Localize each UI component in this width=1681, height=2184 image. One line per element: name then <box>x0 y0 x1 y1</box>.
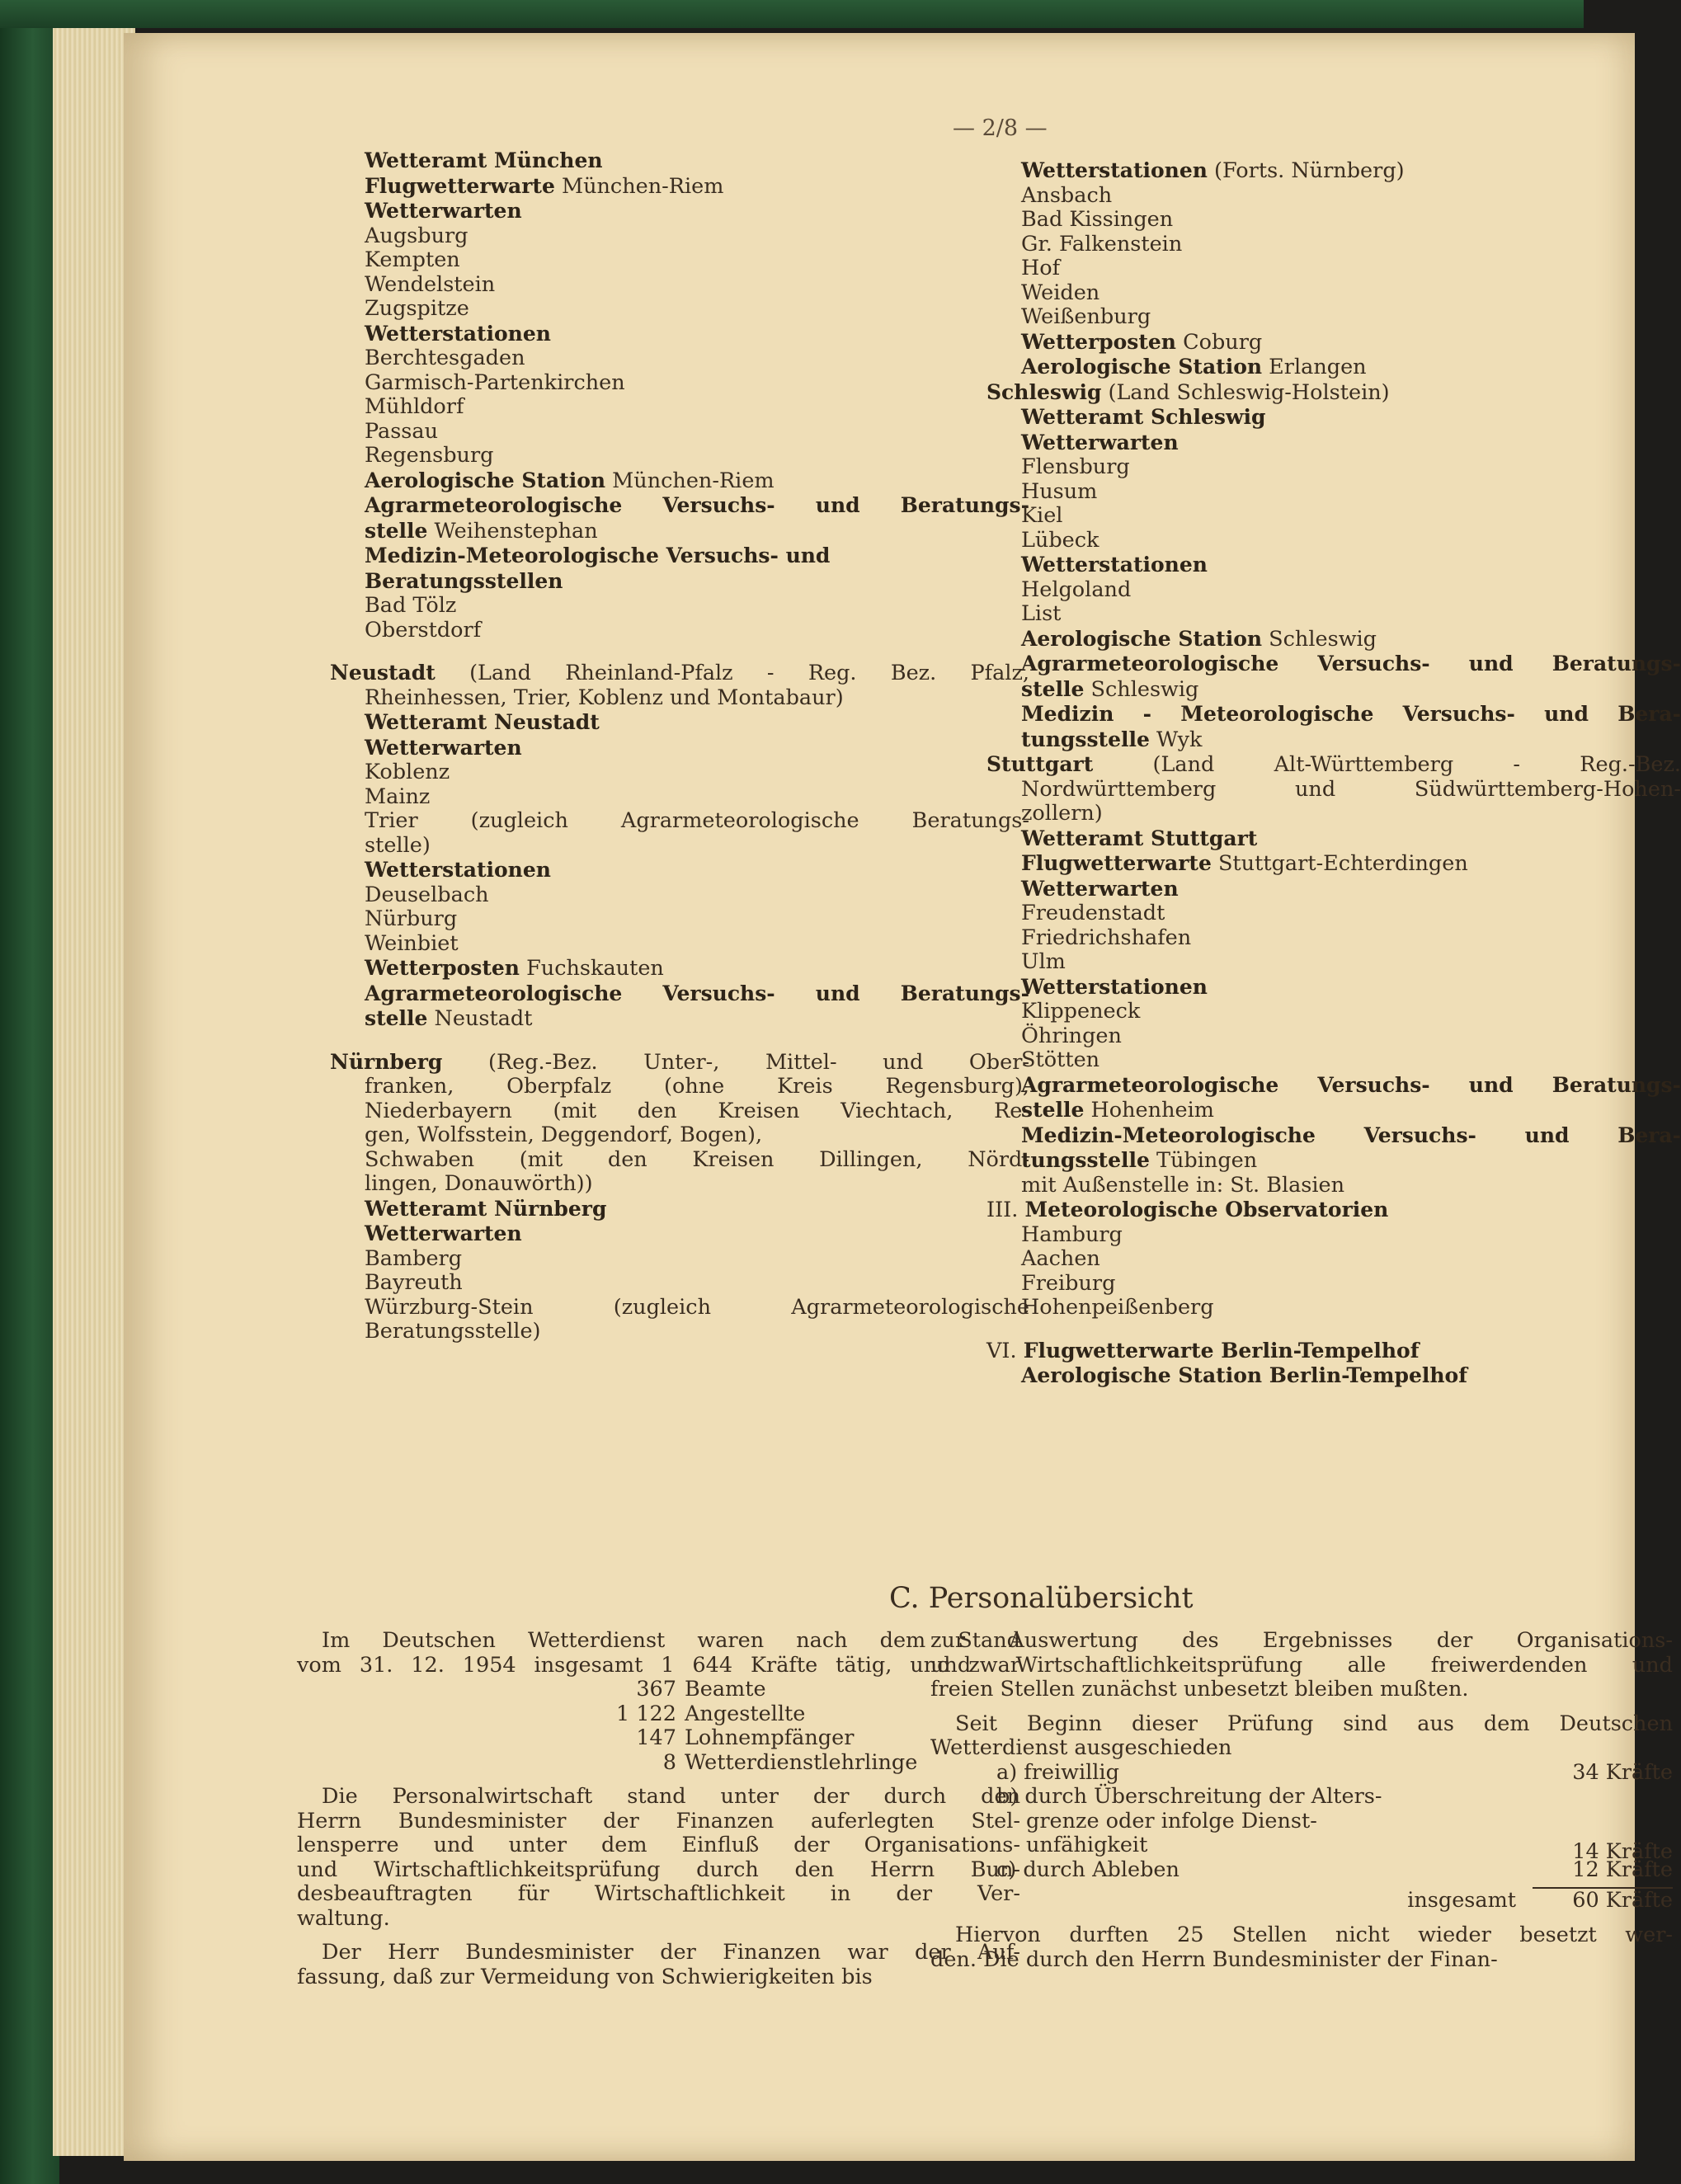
list-line <box>330 907 1029 932</box>
bold-heading: Medizin - Meteorologische Versuchs- und Bera- <box>1021 702 1681 726</box>
list-line <box>986 1174 1681 1198</box>
line-text: Regensburg <box>365 443 494 468</box>
bold-heading: Wetteramt München <box>365 148 603 172</box>
departure-label: c) durch Ableben <box>996 1857 1180 1882</box>
bold-heading: Wetterposten <box>365 956 520 980</box>
list-line <box>330 569 1029 595</box>
line-text: Neustadt <box>427 1006 533 1031</box>
list-line <box>986 727 1681 753</box>
list-line <box>986 355 1681 380</box>
bold-heading: tungsstelle <box>1021 1148 1150 1172</box>
personnel-paragraph <box>930 1923 1673 1972</box>
list-line <box>330 1296 1029 1320</box>
list-line <box>986 1073 1681 1099</box>
list-line <box>986 1000 1681 1024</box>
departure-label: unfähigkeit <box>1026 1833 1148 1857</box>
list-line <box>330 1050 1029 1076</box>
list-line <box>330 420 1029 445</box>
line-text: (Land Rheinland-Pfalz - Reg. Bez. Pfalz, <box>435 661 1029 685</box>
bold-heading: Neustadt <box>330 661 436 685</box>
bold-heading: Agrarmeteorologische Versuchs- und Beratungs- <box>1021 1072 1681 1097</box>
line-text: Tübingen <box>1149 1148 1258 1173</box>
line-text: Öhringen <box>1021 1023 1122 1048</box>
text-line: Seit Beginn dieser Prüfung sind aus dem Deutschen <box>955 1711 1673 1736</box>
bold-heading: Flugwetterwarte <box>365 173 555 198</box>
list-line <box>330 199 1029 224</box>
departure-value: 34 Kräfte <box>1572 1759 1673 1785</box>
list-line <box>986 1024 1681 1049</box>
line-text: VI. <box>986 1338 1024 1363</box>
staff-count: 147 <box>636 1725 676 1750</box>
staff-count: 8 <box>662 1749 676 1775</box>
bold-heading: Wetterstationen <box>365 858 551 882</box>
line-text: Berchtesgaden <box>365 346 525 370</box>
list-line <box>986 652 1681 677</box>
line-text: Freiburg <box>1021 1270 1116 1296</box>
line-text: Würzburg-Stein (zugleich Agrarmeteorologische <box>365 1294 1029 1320</box>
line-text: Koblenz <box>365 760 450 784</box>
bold-heading: Agrarmeteorologische Versuchs- und Beratungs- <box>365 493 1029 517</box>
line-text: Rheinhessen, Trier, Koblenz und Montabaur) <box>365 685 844 710</box>
line-text: Schwaben (mit den Kreisen Dillingen, Nörd- <box>365 1146 1029 1172</box>
text-line: lensperre und unter dem Einfluß der Organisations- <box>297 1833 1020 1857</box>
bold-heading: Flugwetterwarte Berlin-Tempelhof <box>1023 1338 1420 1363</box>
personnel-left-column <box>297 1629 1020 1989</box>
list-line <box>330 346 1029 371</box>
line-text: München-Riem <box>605 468 775 493</box>
text-line: zur Auswertung des Ergebnisses der Organisations- <box>930 1628 1673 1653</box>
list-line <box>986 257 1681 281</box>
bold-heading: stelle <box>365 518 428 543</box>
list-line <box>986 677 1681 703</box>
bold-heading: Wetterwarten <box>365 735 522 760</box>
line-text: Hohenpeißenberg <box>1021 1295 1214 1320</box>
line-text: Schleswig <box>1262 626 1377 652</box>
line-text: Ulm <box>1021 949 1066 974</box>
personnel-right-column <box>930 1629 1673 1972</box>
list-line <box>986 802 1681 826</box>
list-line <box>986 975 1681 1000</box>
line-text: franken, Oberpfalz (ohne Kreis Regensburg), <box>365 1074 1029 1099</box>
list-line <box>986 529 1681 553</box>
list-line <box>330 981 1029 1007</box>
line-text: stelle) <box>365 832 431 858</box>
bold-heading: Flugwetterwarte <box>1021 851 1212 875</box>
list-line <box>986 553 1681 578</box>
list-line <box>986 702 1681 727</box>
bold-heading: Wetteramt Nürnberg <box>365 1196 607 1221</box>
staff-label: Beamte <box>685 1677 766 1702</box>
page-edges <box>53 28 135 2156</box>
list-line <box>986 851 1681 877</box>
list-line <box>330 1123 1029 1148</box>
staff-count: 367 <box>636 1677 676 1702</box>
line-text: Kempten <box>365 247 460 272</box>
list-line <box>986 431 1681 456</box>
departure-value: 12 Kräfte <box>1572 1857 1673 1882</box>
line-text: zollern) <box>1021 801 1103 826</box>
text-line: Herrn Bundesminister der Finanzen auferlegten Stel- <box>297 1808 1020 1833</box>
list-line <box>986 778 1681 803</box>
list-line <box>330 322 1029 347</box>
bold-heading: Wetteramt Schleswig <box>1021 405 1266 429</box>
line-text: Fuchskauten <box>519 956 664 981</box>
page-number: — 2/8 — <box>953 115 1048 141</box>
line-text: Niederbayern (mit den Kreisen Viechtach, Re- <box>365 1098 1029 1123</box>
bold-heading: Medizin-Meteorologische Versuchs- und Bera- <box>1021 1123 1681 1147</box>
staff-label: Wetterdienstlehrlinge <box>685 1749 918 1775</box>
bold-heading: Wetterwarten <box>1021 430 1179 454</box>
bold-heading: Wetteramt Stuttgart <box>1021 826 1258 850</box>
list-line <box>330 932 1029 957</box>
list-line <box>986 405 1681 431</box>
departure-row <box>996 1833 1673 1864</box>
bold-heading: Wetterwarten <box>365 199 522 223</box>
bold-heading: stelle <box>1021 676 1085 701</box>
departure-row <box>996 1785 1673 1810</box>
departure-label: b) durch Überschreitung der Alters- <box>996 1784 1382 1809</box>
line-text: Beratungsstelle) <box>365 1319 541 1344</box>
bold-heading: Agrarmeteorologische Versuchs- und Beratungs- <box>1021 652 1681 675</box>
line-text: Ansbach <box>1021 182 1113 208</box>
list-line <box>330 273 1029 298</box>
line-text: (Land Schleswig-Holstein) <box>1101 379 1390 405</box>
staff-label: Angestellte <box>685 1701 806 1726</box>
personnel-paragraph <box>297 1785 1020 1931</box>
list-line <box>986 455 1681 480</box>
list-line <box>330 224 1029 249</box>
departure-label: a) freiwillig <box>996 1759 1119 1785</box>
staff-breakdown <box>297 1678 1020 1775</box>
list-line <box>986 1247 1681 1272</box>
text-line: und Wirtschaftlichkeitsprüfung durch den Herrn Bun- <box>297 1857 1020 1882</box>
departures-total <box>930 1887 1673 1913</box>
list-line <box>986 877 1681 902</box>
list-line <box>986 233 1681 257</box>
list-line <box>986 1198 1681 1223</box>
list-line <box>330 956 1029 981</box>
list-line <box>330 1075 1029 1099</box>
bold-heading: Medizin-Meteorologische Versuchs- und <box>365 544 831 567</box>
line-text: Freudenstadt <box>1021 901 1165 925</box>
list-line <box>986 826 1681 852</box>
line-text: Oberstdorf <box>365 617 482 642</box>
departures-list <box>930 1761 1673 1883</box>
line-text: Nordwürttemberg und Südwürttemberg-Hohen- <box>1021 776 1681 802</box>
list-line <box>986 1296 1681 1320</box>
line-text: Weiden <box>1021 280 1100 305</box>
list-line <box>330 619 1029 643</box>
line-text: Gr. Falkenstein <box>1021 231 1183 257</box>
list-line <box>986 305 1681 330</box>
bold-heading: Wetterstationen <box>1021 553 1208 577</box>
right-column-station-list <box>986 158 1681 1389</box>
bold-heading: Agrarmeteorologische Versuchs- und Beratungs- <box>365 981 1029 1005</box>
departure-label: grenze oder infolge Dienst- <box>1026 1808 1317 1833</box>
line-text: Flensburg <box>1021 454 1130 479</box>
line-text: Wyk <box>1149 727 1203 752</box>
line-text: Mühldorf <box>365 394 464 419</box>
line-text: Husum <box>1021 478 1098 504</box>
list-line <box>986 1098 1681 1123</box>
bold-heading: Wetterwarten <box>1021 876 1179 901</box>
line-text: Bad Tölz <box>365 593 457 618</box>
section-title: C. Personalübersicht <box>889 1582 1194 1615</box>
line-text: (Reg.-Bez. Unter-, Mittel- und Ober- <box>442 1049 1029 1075</box>
bold-heading: Meteorologische Observatorien <box>1024 1198 1389 1221</box>
line-text: (Land Alt-Württemberg - Reg.-Bez. <box>1093 752 1681 777</box>
bold-heading: Wetterstationen <box>1021 158 1208 182</box>
list-line <box>330 468 1029 494</box>
total-label: insgesamt <box>1407 1888 1516 1913</box>
text-line: fassung, daß zur Vermeidung von Schwierigkeiten bis <box>297 1964 873 1989</box>
list-line <box>330 544 1029 569</box>
list-line <box>330 686 1029 711</box>
total-value: 60 Kräfte <box>1572 1888 1673 1913</box>
bold-heading: stelle <box>1021 1098 1085 1122</box>
list-line <box>986 901 1681 926</box>
list-line <box>986 330 1681 355</box>
list-line <box>986 184 1681 209</box>
list-line <box>330 371 1029 396</box>
left-column-station-list <box>330 148 1029 1344</box>
line-text: Hohenheim <box>1084 1098 1214 1123</box>
bold-heading: Stuttgart <box>986 752 1094 776</box>
departure-row <box>996 1810 1673 1834</box>
list-line <box>330 519 1029 544</box>
text-line: waltung. <box>297 1905 390 1931</box>
text-line: desbeauftragten für Wirtschaftlichkeit in der Ver- <box>297 1881 1020 1906</box>
list-line <box>986 480 1681 505</box>
departure-row <box>996 1858 1673 1883</box>
list-line <box>330 736 1029 761</box>
list-line <box>330 1320 1029 1344</box>
line-text: Bamberg <box>365 1245 463 1271</box>
list-line <box>986 380 1681 406</box>
list-line <box>986 627 1681 652</box>
line-text: Helgoland <box>1021 577 1132 602</box>
line-text: Hof <box>1021 256 1061 280</box>
list-line <box>330 760 1029 785</box>
line-text: Deuselbach <box>365 882 489 907</box>
text-line: Wetterdienst ausgeschieden <box>930 1735 1232 1760</box>
bold-heading: Beratungsstellen <box>365 568 563 593</box>
list-line <box>330 297 1029 322</box>
line-text: III. <box>986 1198 1025 1222</box>
list-line <box>330 594 1029 619</box>
line-text: Trier (zugleich Agrarmeteorologische Beratungs- <box>365 808 1029 833</box>
line-text: Zugspitze <box>365 296 469 321</box>
list-line <box>330 1221 1029 1247</box>
list-line <box>330 148 1029 174</box>
line-text: Klippeneck <box>1021 999 1141 1024</box>
personnel-paragraph <box>297 1941 1020 1989</box>
line-text: Nürburg <box>365 906 458 931</box>
list-line <box>330 1197 1029 1222</box>
text-line: Hiervon durften 25 Stellen nicht wieder besetzt wer- <box>955 1923 1673 1947</box>
book-binding-top <box>0 0 1584 28</box>
list-line <box>330 1247 1029 1272</box>
document-page <box>124 33 1681 2161</box>
line-text: (Forts. Nürnberg) <box>1207 158 1405 183</box>
list-line <box>330 834 1029 859</box>
bold-heading: Nürnberg <box>330 1049 443 1074</box>
line-text: Bad Kissingen <box>1021 207 1174 232</box>
list-line <box>330 1148 1029 1173</box>
list-line <box>330 1099 1029 1124</box>
intro-paragraph <box>297 1629 1020 1678</box>
list-line <box>330 1172 1029 1197</box>
line-text: München-Riem <box>554 173 724 199</box>
line-text: List <box>1021 601 1062 626</box>
text-line: freien Stellen zunächst unbesetzt bleiben mußten. <box>930 1677 1469 1702</box>
departure-row <box>996 1761 1673 1786</box>
list-line <box>330 883 1029 908</box>
list-line <box>330 493 1029 519</box>
text-line: den. Die durch den Herrn Bundesminister der Finan- <box>930 1946 1498 1972</box>
line-text: Aachen <box>1021 1246 1100 1271</box>
list-line <box>986 1223 1681 1248</box>
bold-heading: Wetterstationen <box>365 321 551 346</box>
list-line <box>986 602 1681 627</box>
text-line: vom 31. 12. 1954 insgesamt 1 644 Kräfte tätig, und zwar <box>297 1652 1020 1678</box>
bold-heading: Aerologische Station <box>365 468 606 492</box>
list-line <box>330 395 1029 420</box>
text-line: Der Herr Bundesminister der Finanzen war der Auf- <box>322 1940 1020 1965</box>
bold-heading: Aerologische Station <box>1021 626 1263 651</box>
staff-count: 1 122 <box>615 1701 676 1726</box>
list-line <box>986 578 1681 603</box>
line-text: Wendelstein <box>365 271 496 297</box>
text-line: Die Personalwirtschaft stand unter der durch den <box>322 1784 1020 1809</box>
list-line <box>986 1272 1681 1297</box>
staff-label: Lohnempfänger <box>685 1725 855 1750</box>
list-line <box>986 752 1681 778</box>
list-line <box>330 661 1029 686</box>
line-text: Friedrichshafen <box>1021 925 1192 950</box>
text-line: Im Deutschen Wetterdienst waren nach dem Stand <box>322 1628 1020 1653</box>
list-line <box>330 858 1029 883</box>
list-line <box>986 1048 1681 1073</box>
book-binding <box>0 0 59 2184</box>
bold-heading: tungsstelle <box>1021 727 1150 751</box>
line-text: gen, Wolfsstein, Deggendorf, Bogen), <box>365 1123 763 1147</box>
line-text: Weißenburg <box>1021 304 1151 329</box>
bold-heading: Schleswig <box>986 379 1102 404</box>
list-line <box>986 1148 1681 1174</box>
line-text: Passau <box>365 418 439 444</box>
personnel-paragraph <box>930 1712 1673 1761</box>
list-line <box>986 281 1681 306</box>
bold-heading: Wetterposten <box>1021 329 1176 354</box>
list-line <box>986 208 1681 233</box>
list-line <box>330 248 1029 273</box>
list-line <box>986 926 1681 951</box>
line-text: Kiel <box>1021 503 1063 528</box>
line-text: Garmisch-Partenkirchen <box>365 369 625 395</box>
list-line <box>986 1339 1681 1364</box>
line-text: Lübeck <box>1021 527 1099 553</box>
list-line <box>986 504 1681 529</box>
bold-heading: stelle <box>365 1006 428 1030</box>
line-text: Erlangen <box>1262 355 1367 379</box>
list-line <box>330 174 1029 200</box>
list-line <box>330 444 1029 468</box>
line-text: Augsburg <box>365 223 469 248</box>
line-text: Weihenstephan <box>427 518 598 544</box>
line-text: Schleswig <box>1084 676 1199 702</box>
list-line <box>986 950 1681 975</box>
list-line <box>330 785 1029 810</box>
bold-heading: Wetterstationen <box>1021 974 1208 999</box>
line-text: Coburg <box>1175 329 1263 355</box>
text-line: und Wirtschaftlichkeitsprüfung alle freiwerdenden und <box>930 1652 1673 1678</box>
list-line <box>330 710 1029 736</box>
line-text: Bayreuth <box>365 1270 463 1295</box>
list-line <box>986 1363 1681 1389</box>
line-text: Mainz <box>365 784 431 809</box>
line-text: lingen, Donauwörth)) <box>365 1171 593 1196</box>
bold-heading: Aerologische Station <box>1021 355 1263 379</box>
list-line <box>986 158 1681 184</box>
bold-heading: Wetteramt Neustadt <box>365 710 600 734</box>
bold-heading: Aerologische Station Berlin-Tempelhof <box>1021 1363 1467 1387</box>
bold-heading: Wetterwarten <box>365 1221 522 1245</box>
departure-value: 14 Kräfte <box>1572 1839 1673 1864</box>
list-line <box>330 1006 1029 1032</box>
personnel-paragraph <box>930 1629 1673 1702</box>
list-line <box>330 1271 1029 1296</box>
line-text: mit Außenstelle in: St. Blasien <box>1021 1172 1345 1198</box>
line-text: Stötten <box>1021 1047 1100 1072</box>
line-text: Stuttgart-Echterdingen <box>1211 851 1468 876</box>
line-text: Hamburg <box>1021 1221 1123 1247</box>
list-line <box>986 1123 1681 1149</box>
line-text: Weinbiet <box>365 930 459 956</box>
list-line <box>330 809 1029 834</box>
